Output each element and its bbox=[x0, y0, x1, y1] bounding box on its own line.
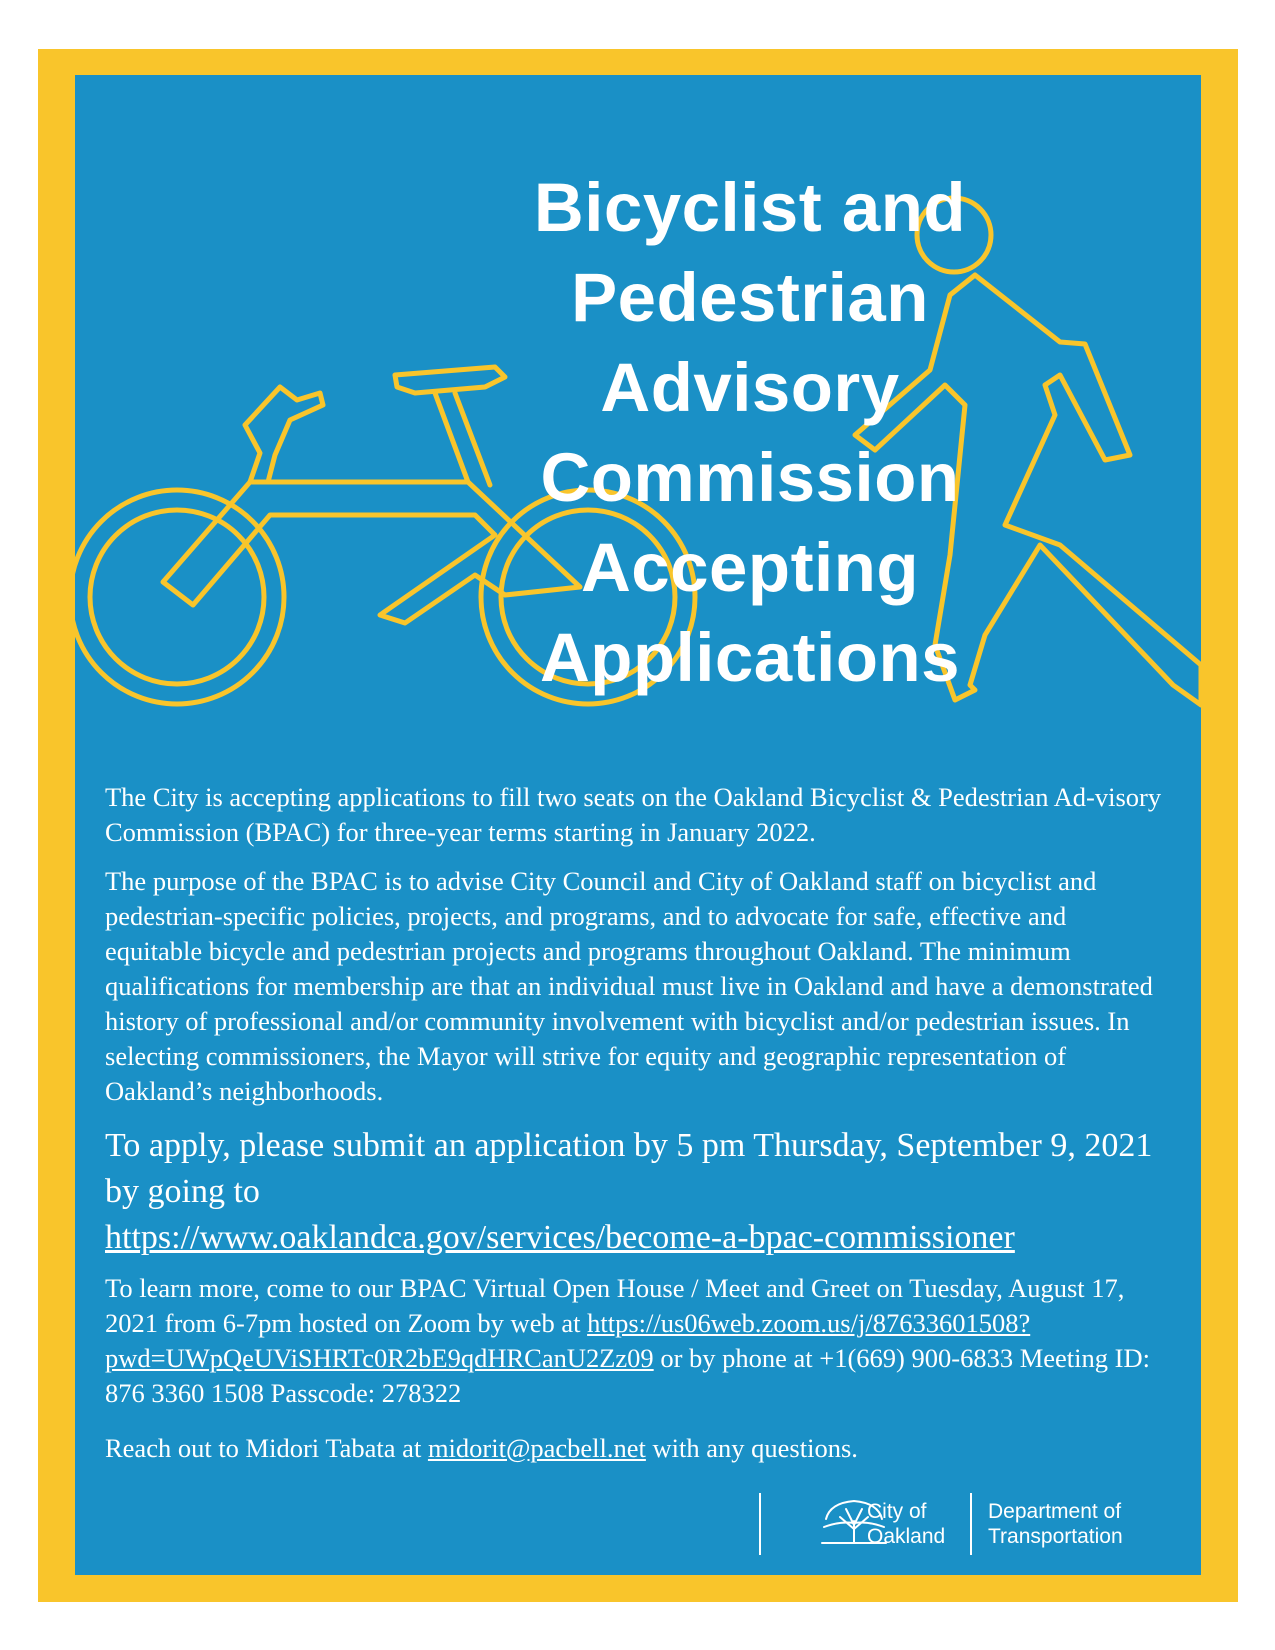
open-house-text: To learn more, come to our BPAC Virtual Open House / Meet and Greet on Tuesday, August 17, 2021 from 6-7pm hosted on Zoom by web at bbox=[105, 1273, 1125, 1338]
contact-text-end: with any questions. bbox=[652, 1433, 858, 1463]
apply-paragraph bbox=[105, 1123, 1165, 1261]
phone-meeting-text: or by phone at +1(669) 900-6833 Meeting ID: 876 3360 1508 Passcode: 278322 bbox=[105, 1343, 1150, 1408]
open-house-paragraph bbox=[105, 1271, 1165, 1411]
intro-paragraph: The City is accepting applications to fill two seats on the Oakland Bicyclist & Pedestrian Ad-visory Commission (BPAC) for three-year terms starting in January 2022. bbox=[105, 782, 1162, 847]
headline-line: Bicyclist and bbox=[533, 169, 967, 246]
headline-line: Advisory bbox=[600, 349, 900, 426]
headline bbox=[455, 163, 1045, 703]
city-line-2: Oakland bbox=[867, 1525, 946, 1548]
dept-line-1: Department of bbox=[988, 1500, 1122, 1523]
purpose-paragraph: The purpose of the BPAC is to advise City Council and City of Oakland staff on bicyclist and pedestrian-specific policies, projects, and programs, and to advocate for safe, effective and equitable bicycle and pedestrian projects and programs throughout Oakland. The minimum qualifications for membership are that an individual must live in Oakland and have a demonstrated history of professional and/or community involvement with bicyclist and/or pedestrian issues. In selecting commissioners, the Mayor will strive for equity and geographic representation of Oakland’s neighborhoods. bbox=[105, 866, 1153, 1106]
email-link[interactable]: midorit@pacbell.net bbox=[427, 1433, 646, 1463]
divider bbox=[759, 1493, 761, 1555]
divider bbox=[970, 1493, 972, 1555]
contact-text: Reach out to Midori Tabata at bbox=[105, 1433, 422, 1463]
department-wordmark bbox=[988, 1499, 1123, 1549]
contact-paragraph bbox=[105, 1431, 1165, 1466]
headline-line: Pedestrian bbox=[571, 259, 929, 336]
footer-logos bbox=[75, 1493, 1201, 1563]
apply-text: To apply, please submit an application by 5 pm Thursday, September 9, 2021 by going to bbox=[105, 1127, 1153, 1210]
city-of-oakland-wordmark bbox=[867, 1499, 945, 1549]
headline-line: Commission bbox=[540, 439, 960, 516]
city-line-1: City of bbox=[867, 1500, 927, 1523]
zoom-link[interactable]: https://us06web.zoom.us/j/87633601508?pwd=UWpQeUViSHRTc0R2bE9qdHRCanU2Zz09 bbox=[105, 1308, 1031, 1373]
poster-body bbox=[105, 780, 1165, 1480]
apply-link[interactable]: https://www.oaklandca.gov/services/become-a-bpac-commissioner bbox=[105, 1219, 1015, 1256]
headline-line: Applications bbox=[539, 619, 961, 696]
headline-line: Accepting bbox=[580, 529, 920, 606]
dept-line-2: Transportation bbox=[988, 1525, 1123, 1548]
blue-poster-panel bbox=[75, 75, 1201, 1575]
